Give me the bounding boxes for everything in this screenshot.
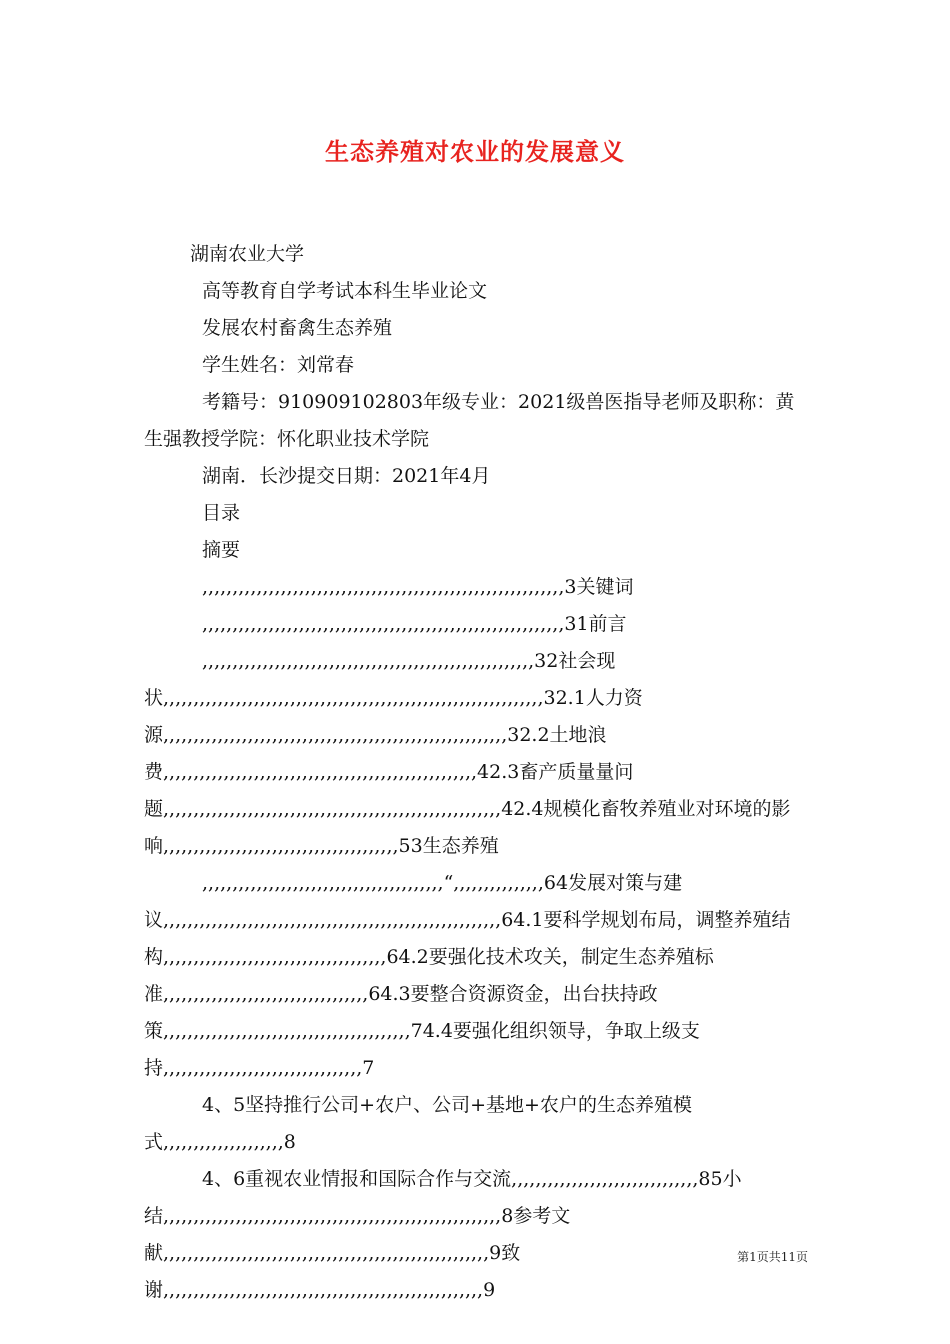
toc-entry-abstract: ,,,,,,,,,,,,,,,,,,,,,,,,,,,,,,,,,,,,,,,,,,,,,,,,,,,,,,,,,,,,3关键词 <box>202 576 634 598</box>
thesis-type-line: 高等教育自学考试本科生毕业论文 <box>202 280 488 302</box>
place-date-line: 湖南．长沙提交日期：2021年4月 <box>202 465 491 487</box>
thesis-title-line: 发展农村畜禽生态养殖 <box>202 317 393 339</box>
university-line: 湖南农业大学 <box>190 243 305 265</box>
page-number-footer: 第1页共11页 <box>737 1250 808 1264</box>
toc-heading: 目录 <box>202 502 241 524</box>
abstract-heading: 摘要 <box>202 539 241 561</box>
toc-entry-4-6: 4、6重视农业情报和国际合作与交流,,,,,,,,,,,,,,,,,,,,,,,,,,,,,,,85小结,,,,,,,,,,,,,,,,,,,,,,,,,,,,,,,,,,,,,,,,,,,,,,,,,,,,,,,,8参考文献,,,,,,,,,,,,,,,,,,,,,,,,,,,,,,,,,,,,,,,,,,,,,,,,,,,,,,9致谢,,,,,,,,,,,,,,,,,,,,,,,,,,,,,,,,,,,,,,,,,,,,,,,,,,,,,9 <box>144 1168 742 1301</box>
document-body <box>144 236 808 1309</box>
toc-entry-sections: ,,,,,,,,,,,,,,,,,,,,,,,,,,,,,,,,,,,,,,,,,,,,,,,,,,,,,,,32社会现状,,,,,,,,,,,,,,,,,,,,,,,,,,,,,,,,,,,,,,,,,,,,,,,,,,,,,,,,,,,,,,,32.1人力资源,,,,,,,,,,,,,,,,,,,,,,,,,,,,,,,,,,,,,,,,,,,,,,,,,,,,,,,,,32.2土地浪费,,,,,,,,,,,,,,,,,,,,,,,,,,,,,,,,,,,,,,,,,,,,,,,,,,,,42.3畜产质量量问题,,,,,,,,,,,,,,,,,,,,,,,,,,,,,,,,,,,,,,,,,,,,,,,,,,,,,,,,42.4规模化畜牧养殖业对环境的影响,,,,,,,,,,,,,,,,,,,,,,,,,,,,,,,,,,,,,,,53生态养殖 <box>144 650 791 857</box>
document-title: 生态养殖对农业的发展意义 <box>325 137 625 166</box>
toc-entry-keywords: ,,,,,,,,,,,,,,,,,,,,,,,,,,,,,,,,,,,,,,,,,,,,,,,,,,,,,,,,,,,,31前言 <box>202 613 627 635</box>
student-info-paragraph: 考籍号：910909102803年级专业：2021级兽医指导老师及职称：黄生强教授学院：怀化职业技术学院 <box>144 391 795 450</box>
toc-entry-ecological: ,,,,,,,,,,,,,,,,,,,,,,,,,,,,,,,,,,,,,,,,“,,,,,,,,,,,,,,,64发展对策与建议,,,,,,,,,,,,,,,,,,,,,,,,,,,,,,,,,,,,,,,,,,,,,,,,,,,,,,,,64.1要科学规划布局，调整养殖结构,,,,,,,,,,,,,,,,,,,,,,,,,,,,,,,,,,,,,64.2要强化技术攻关，制定生态养殖标准,,,,,,,,,,,,,,,,,,,,,,,,,,,,,,,,,,64.3要整合资源资金，出台扶持政策,,,,,,,,,,,,,,,,,,,,,,,,,,,,,,,,,,,,,,,,,74.4要强化组织领导，争取上级支持,,,,,,,,,,,,,,,,,,,,,,,,,,,,,,,,,7 <box>144 872 791 1079</box>
toc-entry-4-5: 4、5坚持推行公司+农户、公司+基地+农户的生态养殖模式,,,,,,,,,,,,,,,,,,,,8 <box>144 1094 692 1153</box>
student-name-line: 学生姓名：刘常春 <box>202 354 355 376</box>
